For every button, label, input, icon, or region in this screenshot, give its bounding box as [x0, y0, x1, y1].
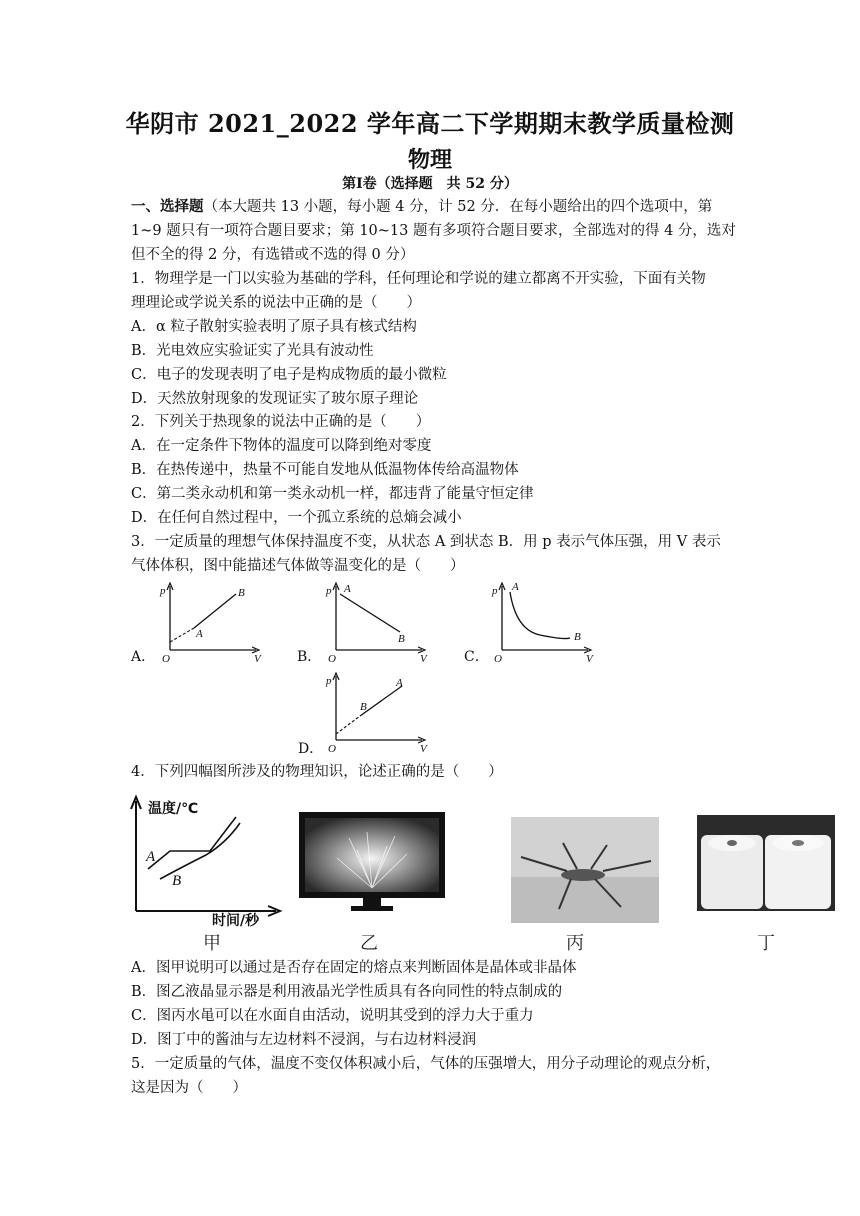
q1-option-c: C．电子的发现表明了电子是构成物质的最小微粒 [131, 367, 447, 383]
q1-option-a: A．α 粒子散射实验表明了原子具有核式结构 [131, 319, 417, 335]
q3-option-d-label: D． [298, 741, 324, 757]
q2-option-a: A．在一定条件下物体的温度可以降到绝对零度 [131, 438, 432, 454]
q4-option-d: D．图丁中的酱油与左边材料不浸润，与右边材料浸润 [131, 1032, 477, 1048]
point-b-label: B [360, 701, 367, 713]
point-b-label: B [238, 587, 245, 599]
q1-stem-2: 理理论或学说关系的说法中正确的是（ ） [131, 295, 421, 311]
q3-graph-d [318, 670, 436, 755]
q1-option-d: D．天然放射现象的发现证实了玻尔原子理论 [131, 391, 419, 407]
q4-caption-yi: 乙 [360, 933, 378, 954]
q2-option-c: C．第二类永动机和第一类永动机一样，都违背了能量守恒定律 [131, 486, 534, 502]
instructions-line-1 [131, 197, 712, 217]
axis-v-label: V [420, 743, 427, 755]
q3-stem-2: 气体体积，图中能描述气体做等温变化的是（ ） [131, 558, 465, 574]
axis-p-label: p [492, 585, 498, 597]
subject-title: 物理 [407, 147, 452, 173]
q4-caption-jia: 甲 [203, 933, 221, 954]
q3-stem-1: 3．一定质量的理想气体保持温度不变，从状态 A 到状态 B．用 p 表示气体压强，用 V 表示 [131, 534, 721, 550]
q5-stem-1: 5．一定质量的气体，温度不变仅体积减小后，气体的压强增大，用分子动理论的观点分析， [131, 1056, 721, 1072]
instructions-line-2: 1~9 题只有一项符合题目要求；第 10~13 题有多项符合题目要求，全部选对的得 4 分，选对 [131, 223, 736, 239]
q3-option-a-label: A． [131, 649, 156, 665]
origin-label: O [328, 743, 336, 755]
axis-v-label: V [420, 653, 427, 665]
section-heading: 第Ⅰ卷（选择题 共 52 分） [342, 176, 518, 192]
q4-caption-ding: 丁 [757, 933, 775, 954]
jia-curve-a-label: A [146, 849, 156, 865]
q4-figure-bing [511, 817, 659, 923]
instructions-line-3: 但不全的得 2 分，有选错或不选的得 0 分） [131, 247, 415, 263]
jia-x-axis-label: 时间/秒 [212, 913, 260, 929]
axis-p-label: p [326, 585, 332, 597]
q3-graph-c [484, 580, 602, 665]
point-a-label: A [344, 583, 351, 595]
q4-option-a: A．图甲说明可以通过是否存在固定的熔点来判断固体是晶体或非晶体 [131, 960, 577, 976]
point-b-label: B [398, 633, 405, 645]
q5-stem-2: 这是因为（ ） [131, 1080, 247, 1096]
q4-option-c: C．图丙水黾可以在水面自由活动，说明其受到的浮力大于重力 [131, 1008, 534, 1024]
origin-label: O [162, 653, 170, 665]
origin-label: O [494, 653, 502, 665]
jia-curve-b-label: B [172, 873, 182, 889]
exam-title: 华阴市 2021_2022 学年高二下学期期末教学质量检测 [125, 109, 735, 138]
q3-option-c-label: C． [464, 649, 489, 665]
jia-y-axis-label: 温度/℃ [148, 801, 199, 817]
q4-stem: 4．下列四幅图所涉及的物理知识，论述正确的是（ ） [131, 764, 503, 780]
origin-label: O [328, 653, 336, 665]
q4-option-b: B．图乙液晶显示器是利用液晶光学性质具有各向同性的特点制成的 [131, 984, 563, 1000]
q4-figure-ding [697, 815, 835, 911]
q1-option-b: B．光电效应实验证实了光具有波动性 [131, 343, 374, 359]
instructions-text: （本大题共 13 小题，每小题 4 分，计 52 分．在每小题给出的四个选项中，第 [203, 199, 713, 215]
q3-option-b-label: B． [297, 649, 322, 665]
axis-v-label: V [254, 653, 261, 665]
axis-v-label: V [586, 653, 593, 665]
point-a-label: A [512, 581, 519, 593]
point-a-label: A [396, 677, 403, 689]
axis-p-label: p [160, 585, 166, 597]
point-b-label: B [574, 631, 581, 643]
q2-option-d: D．在任何自然过程中，一个孤立系统的总熵会减小 [131, 510, 462, 526]
q4-caption-bing: 丙 [566, 933, 584, 954]
q4-figure-jia [126, 793, 286, 928]
q4-figure-yi [297, 810, 447, 922]
q3-graph-a [152, 580, 270, 665]
q2-stem: 2．下列关于热现象的说法中正确的是（ ） [131, 414, 431, 430]
q3-graph-b [318, 580, 436, 665]
q1-stem-1: 1．物理学是一门以实验为基础的学科，任何理论和学说的建立都离不开实验，下面有关物 [131, 271, 706, 287]
axis-p-label: p [326, 675, 332, 687]
q2-option-b: B．在热传递中，热量不可能自发地从低温物体传给高温物体 [131, 462, 519, 478]
point-a-label: A [196, 628, 203, 640]
instructions-lead: 一、选择题 [131, 198, 204, 215]
